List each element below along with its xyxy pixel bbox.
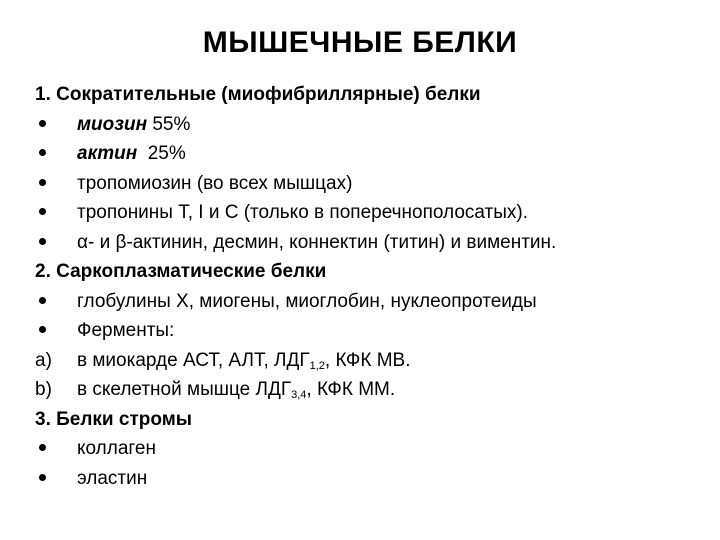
bullet-dot-icon — [39, 149, 46, 156]
protein-percent: 25% — [137, 143, 186, 164]
bullet-dot-icon — [39, 474, 46, 481]
list-item — [35, 228, 705, 258]
protein-percent: 55% — [147, 113, 191, 135]
enzyme-text: в миокарде АСТ, АЛТ, ЛДГ — [77, 349, 310, 371]
sub-list-marker: a) — [35, 349, 52, 371]
list-item-text: глобулины Х, миогены, миоглобин, нуклеопротеиды — [77, 290, 537, 312]
list-item-text: Ферменты: — [77, 320, 175, 341]
list-item — [35, 434, 705, 464]
list-item-text — [77, 110, 190, 140]
bullet-dot-icon — [39, 297, 46, 304]
list-item-text: α- и β-актинин, десмин, коннектин (титин) и виментин. — [77, 231, 557, 253]
isoenzyme-subscript: 3,4 — [291, 389, 307, 401]
sub-list-item — [35, 346, 705, 376]
sub-list-item-text — [77, 346, 410, 376]
sub-list-marker: b) — [35, 379, 52, 400]
list-item — [35, 316, 705, 346]
section-2-heading: 2. Саркоплазматические белки — [35, 261, 327, 282]
enzyme-text-suffix: , КФК МВ. — [324, 349, 411, 371]
protein-term: миозин — [77, 113, 148, 135]
section-3-heading: 3. Белки стромы — [35, 408, 193, 430]
protein-term: актин — [77, 143, 138, 164]
bullet-dot-icon — [39, 444, 46, 451]
bullet-dot-icon — [39, 179, 46, 186]
bullet-dot-icon — [39, 326, 46, 333]
list-item-text — [77, 139, 186, 169]
bullet-dot-icon — [39, 238, 46, 245]
sub-list-item — [35, 375, 705, 405]
list-item — [35, 110, 705, 140]
bullet-dot-icon — [39, 208, 46, 215]
slide-content — [35, 80, 705, 493]
list-item-text: тропонины T, I и С (только в поперечнополосатых). — [77, 202, 529, 223]
list-item-text: коллаген — [77, 438, 156, 459]
sub-list-item-text — [77, 375, 395, 405]
bullet-dot-icon — [39, 120, 46, 127]
list-item — [35, 287, 705, 317]
section-1-heading: 1. Сократительные (миофибриллярные) белки — [35, 84, 481, 105]
enzyme-text-suffix: , КФК ММ. — [306, 379, 396, 400]
slide-title: МЫШЕЧНЫЕ БЕЛКИ — [202, 26, 518, 59]
list-item — [35, 464, 705, 494]
isoenzyme-subscript: 1,2 — [309, 359, 325, 372]
enzyme-text: в скелетной мышце ЛДГ — [77, 379, 292, 400]
list-item — [35, 169, 705, 199]
list-item — [35, 198, 705, 228]
list-item-text: тропомиозин (во всех мышцах) — [77, 172, 353, 194]
list-item — [35, 139, 705, 169]
list-item-text: эластин — [77, 467, 148, 489]
